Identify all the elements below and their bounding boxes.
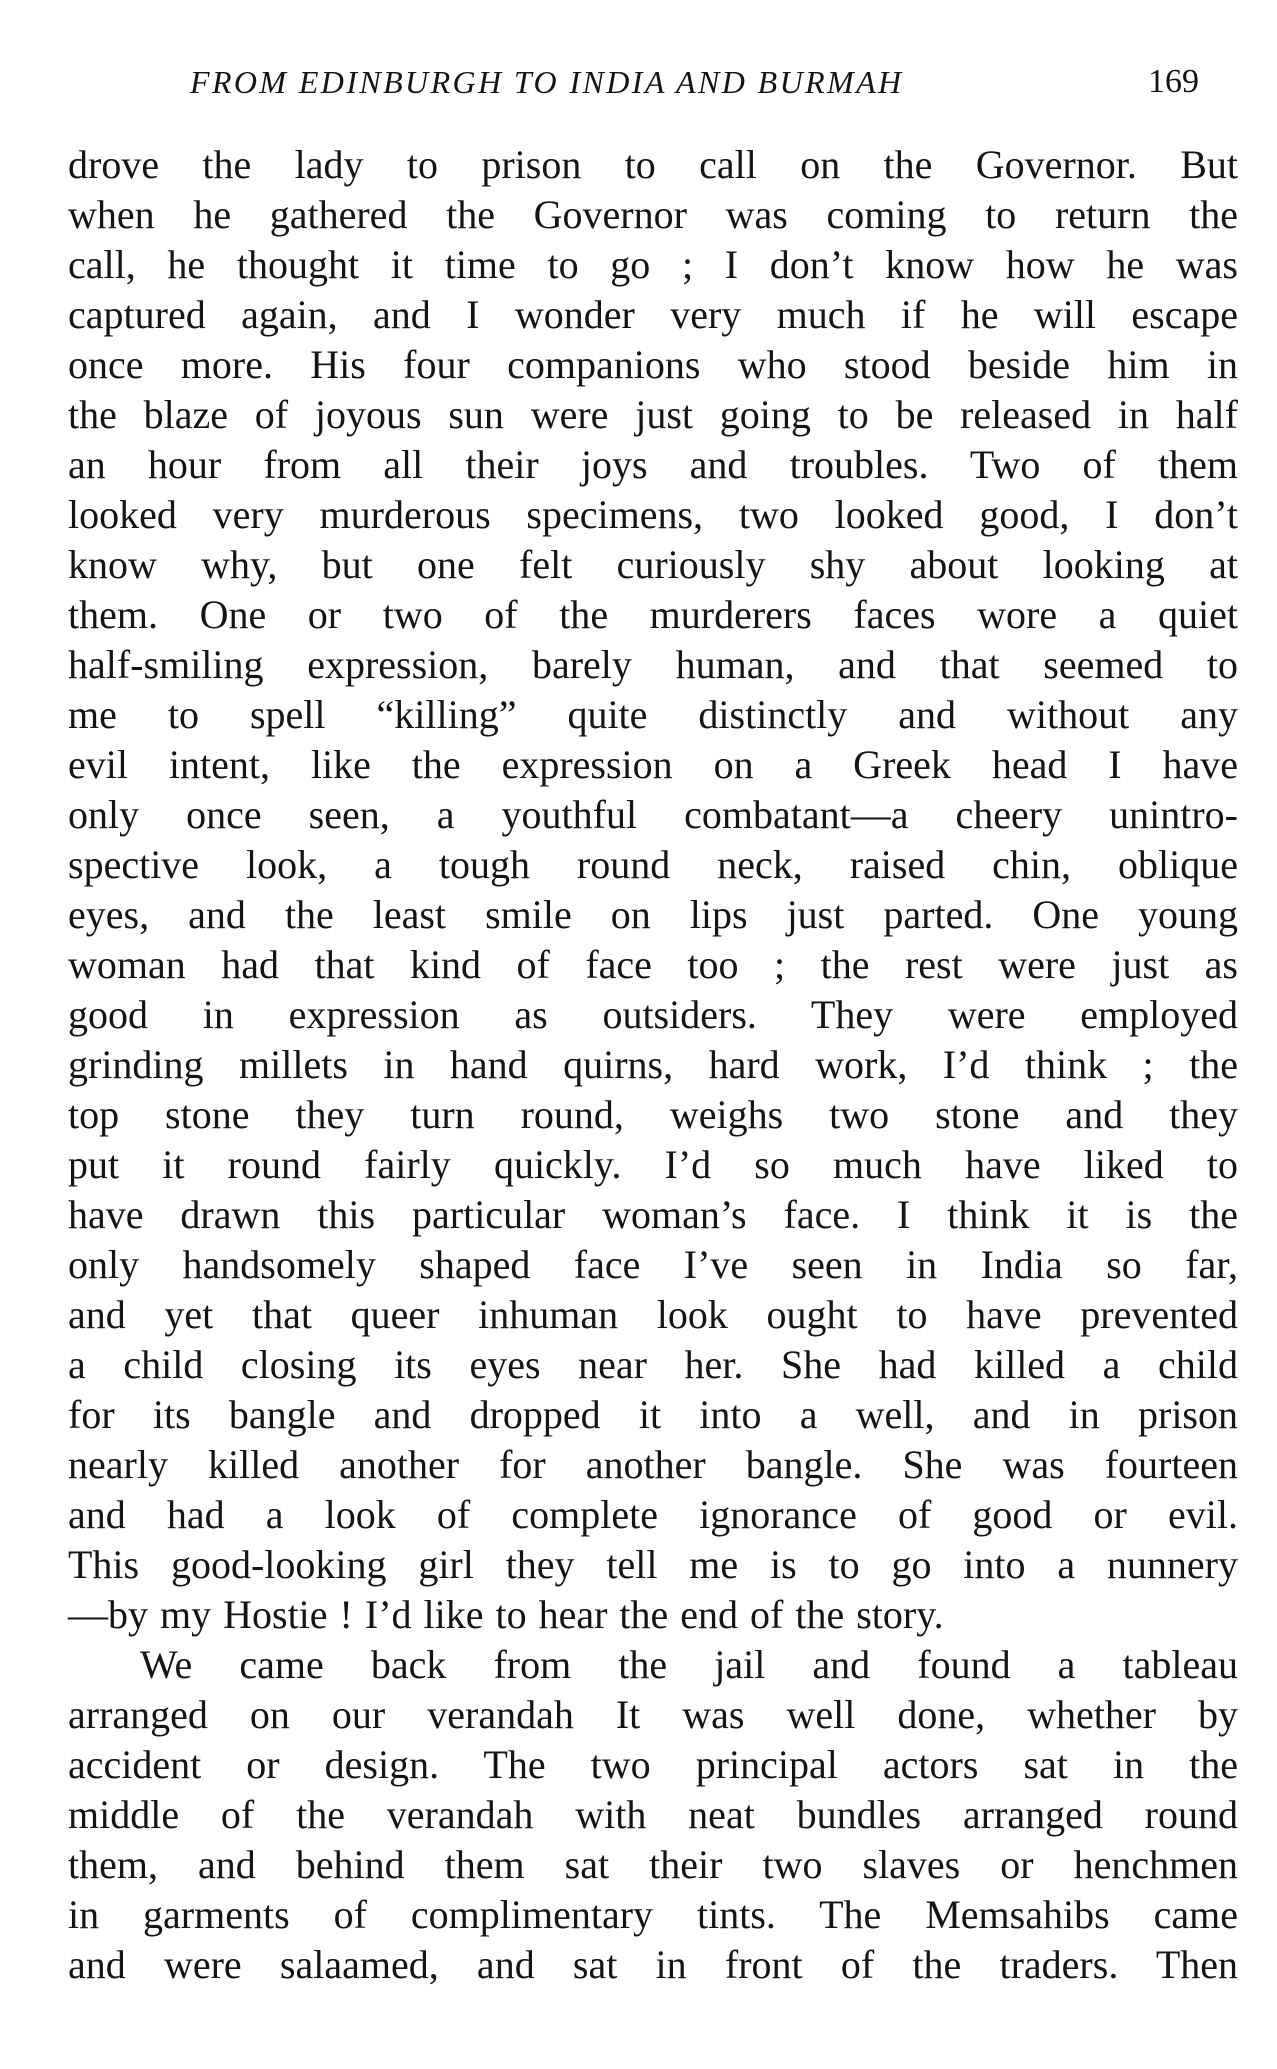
text-line: —by my Hostie ! I’d like to hear the end of the story. <box>68 1592 944 1637</box>
text-line: drove the lady to prison to call on the Governor. But <box>68 142 1238 187</box>
page-number: 169 <box>1148 63 1199 100</box>
text-line: and were salaamed, and sat in front of the traders. Then <box>68 1942 1238 1987</box>
running-title: FROM EDINBURGH TO INDIA AND BURMAH <box>190 64 904 100</box>
text-line: half-smiling expression, barely human, and that seemed to <box>68 642 1238 687</box>
text-line: once more. His four companions who stood beside him in <box>68 342 1238 387</box>
text-line: and yet that queer inhuman look ought to have prevented <box>68 1292 1238 1337</box>
text-line: put it round fairly quickly. I’d so much have liked to <box>68 1142 1238 1187</box>
text-line: accident or design. The two principal actors sat in the <box>68 1742 1238 1787</box>
text-line: for its bangle and dropped it into a well, and in prison <box>68 1392 1238 1437</box>
paragraph-2 <box>68 1640 1238 1990</box>
text-line: me to spell “killing” quite distinctly and without any <box>68 692 1238 737</box>
text-line: grinding millets in hand quirns, hard work, I’d think ; the <box>68 1042 1238 1087</box>
text-line: the blaze of joyous sun were just going to be released in half <box>68 392 1238 437</box>
paragraph-1 <box>68 140 1238 1640</box>
text-line: captured again, and I wonder very much if he will escape <box>68 292 1238 337</box>
text-line: and had a look of complete ignorance of good or evil. <box>68 1492 1238 1537</box>
text-line: them, and behind them sat their two slaves or henchmen <box>68 1842 1238 1887</box>
text-line: good in expression as outsiders. They were employed <box>68 992 1238 1037</box>
text-line: them. One or two of the murderers faces wore a quiet <box>68 592 1238 637</box>
text-line: top stone they turn round, weighs two stone and they <box>68 1092 1238 1137</box>
body-text <box>68 140 1238 1990</box>
text-line: in garments of complimentary tints. The Memsahibs came <box>68 1892 1238 1937</box>
text-line: looked very murderous specimens, two looked good, I don’t <box>68 492 1238 537</box>
text-line: know why, but one felt curiously shy about looking at <box>68 542 1238 587</box>
text-line: This good-looking girl they tell me is to go into a nunnery <box>68 1542 1238 1587</box>
text-line: spective look, a tough round neck, raised chin, oblique <box>68 842 1238 887</box>
text-line: call, he thought it time to go ; I don’t know how he was <box>68 242 1238 287</box>
text-line: woman had that kind of face too ; the rest were just as <box>68 942 1238 987</box>
text-line: We came back from the jail and found a tableau <box>140 1642 1238 1687</box>
text-line: when he gathered the Governor was coming to return the <box>68 192 1238 237</box>
text-line: a child closing its eyes near her. She had killed a child <box>68 1342 1238 1387</box>
text-line: an hour from all their joys and troubles. Two of them <box>68 442 1238 487</box>
text-line: arranged on our verandah It was well done, whether by <box>68 1692 1238 1737</box>
text-line: evil intent, like the expression on a Greek head I have <box>68 742 1238 787</box>
text-line: nearly killed another for another bangle. She was fourteen <box>68 1442 1238 1487</box>
text-line: have drawn this particular woman’s face. I think it is the <box>68 1192 1238 1237</box>
text-line: only once seen, a youthful combatant—a cheery unintro- <box>68 792 1238 837</box>
text-line: only handsomely shaped face I’ve seen in India so far, <box>68 1242 1238 1287</box>
text-line: eyes, and the least smile on lips just parted. One young <box>68 892 1238 937</box>
text-line: middle of the verandah with neat bundles arranged round <box>68 1792 1238 1837</box>
